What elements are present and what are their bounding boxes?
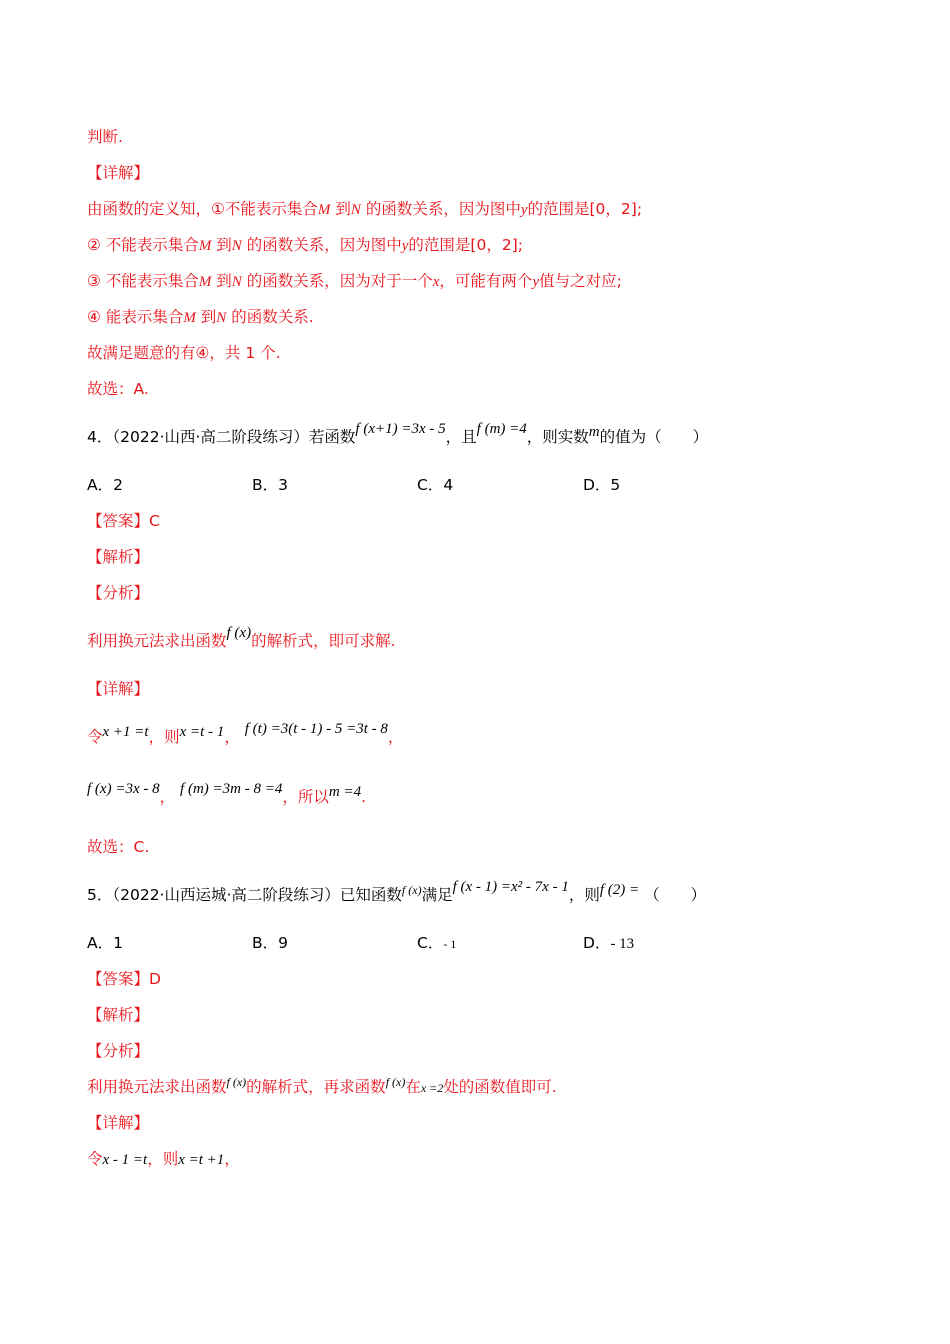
set-m: M bbox=[198, 238, 212, 254]
text: 由函数的定义知，①不能表示集合 bbox=[87, 200, 318, 218]
text: 到 bbox=[216, 236, 232, 254]
formula: f (m) =4 bbox=[476, 421, 527, 437]
text: 故满足题意的有④，共 1 个. bbox=[87, 344, 281, 362]
text: 的范围是[0，2]; bbox=[527, 200, 643, 218]
text: ， bbox=[224, 1150, 240, 1168]
option-a: A．2 bbox=[87, 476, 123, 494]
text: 【详解】 bbox=[87, 1114, 150, 1132]
detail-line-1 bbox=[87, 198, 642, 221]
text: 【答案】D bbox=[87, 970, 161, 988]
text: 故选：A. bbox=[87, 380, 149, 398]
text: 4．（2022·山西·高二阶段练习）若函数 bbox=[87, 428, 356, 446]
detail-line-2 bbox=[87, 234, 523, 257]
option-d: D．5 bbox=[583, 476, 621, 494]
set-n: N bbox=[231, 274, 242, 290]
text: 值与之对应; bbox=[539, 272, 622, 290]
text: 【详解】 bbox=[87, 680, 150, 698]
option-b: B．3 bbox=[252, 476, 288, 494]
detail-heading bbox=[87, 162, 149, 184]
q4-analysis bbox=[87, 625, 396, 653]
set-m: M bbox=[183, 310, 196, 326]
text: D． bbox=[583, 934, 611, 952]
text: 的值为（ ） bbox=[599, 428, 709, 446]
option-c: C．4 bbox=[417, 476, 454, 494]
text: 【解析】 bbox=[87, 1006, 150, 1024]
text: ③ 不能表示集合 bbox=[87, 272, 199, 290]
text: 令 bbox=[87, 728, 103, 746]
text: 判断. bbox=[87, 128, 123, 146]
var-y: y bbox=[401, 238, 409, 254]
q5-detail-heading bbox=[87, 1112, 149, 1134]
text: 故选：C. bbox=[87, 838, 150, 856]
text: 【详解】 bbox=[87, 164, 150, 182]
text: ，所以 bbox=[282, 788, 329, 806]
conclusion bbox=[87, 342, 281, 364]
text: 的解析式，再求函数 bbox=[246, 1078, 386, 1096]
text: ， bbox=[224, 728, 240, 746]
q4-stem bbox=[87, 421, 709, 449]
q4-fenxi bbox=[87, 582, 149, 604]
var-x: x bbox=[432, 274, 440, 290]
text: 【分析】 bbox=[87, 584, 150, 602]
option-d bbox=[583, 932, 634, 955]
formula: f (2) = bbox=[599, 882, 640, 898]
q4-options bbox=[0, 474, 950, 496]
set-m: M bbox=[198, 274, 212, 290]
set-m: M bbox=[317, 202, 331, 218]
formula: f (x) bbox=[226, 625, 252, 641]
text: 到 bbox=[216, 272, 232, 290]
text: 的函数关系，因为图中 bbox=[246, 236, 402, 254]
text: 令 bbox=[87, 1150, 103, 1168]
formula: x =t - 1 bbox=[179, 724, 225, 740]
text: 到 bbox=[335, 200, 351, 218]
set-n: N bbox=[216, 310, 227, 326]
value: - 13 bbox=[610, 936, 635, 952]
text: ，且 bbox=[445, 428, 477, 446]
text: 的解析式，即可求解. bbox=[251, 632, 396, 650]
text: 的函数关系. bbox=[231, 308, 314, 326]
q4-detail-line-1 bbox=[87, 721, 404, 749]
q5-answer bbox=[87, 968, 161, 990]
formula: f (t) =3(t - 1) - 5 =3t - 8 bbox=[244, 721, 388, 737]
text: ② 不能表示集合 bbox=[87, 236, 199, 254]
text: 处的函数值即可. bbox=[443, 1078, 557, 1096]
q4-choice bbox=[87, 836, 149, 858]
text: 利用换元法求出函数 bbox=[87, 1078, 227, 1096]
q5-stem bbox=[87, 879, 707, 907]
formula: f (x+1) =3x - 5 bbox=[355, 421, 446, 437]
q5-detail-line-1 bbox=[87, 1148, 240, 1171]
var-m: m bbox=[588, 424, 600, 440]
formula: x +1 =t bbox=[102, 724, 149, 740]
text: 在 bbox=[405, 1078, 421, 1096]
formula: f (x) bbox=[385, 1075, 406, 1089]
text: ，可能有两个 bbox=[439, 272, 533, 290]
text: 【解析】 bbox=[87, 548, 150, 566]
value: - 1 bbox=[443, 937, 457, 951]
text: . bbox=[361, 788, 367, 806]
text: ，则实数 bbox=[526, 428, 589, 446]
set-n: N bbox=[350, 202, 361, 218]
text: （ ） bbox=[644, 886, 707, 904]
option-c bbox=[417, 932, 456, 955]
var-y: y bbox=[532, 274, 540, 290]
formula: x - 1 =t bbox=[102, 1152, 148, 1168]
q4-answer bbox=[87, 510, 160, 532]
formula: f (x - 1) =x² - 7x - 1 bbox=[452, 879, 569, 895]
text: 到 bbox=[200, 308, 217, 326]
text: 【答案】C bbox=[87, 512, 160, 530]
q5-options bbox=[0, 932, 950, 954]
formula: f (m) =3m - 8 =4 bbox=[180, 781, 283, 797]
text: 5．（2022·山西运城·高二阶段练习）已知函数 bbox=[87, 886, 402, 904]
choice bbox=[87, 378, 149, 400]
text: 的函数关系，因为对于一个 bbox=[246, 272, 433, 290]
formula: f (x) bbox=[226, 1075, 247, 1089]
text: C． bbox=[417, 934, 444, 952]
text: 【分析】 bbox=[87, 1042, 150, 1060]
q5-fenxi bbox=[87, 1040, 149, 1062]
text: ，则 bbox=[568, 886, 600, 904]
option-a: A．1 bbox=[87, 934, 123, 952]
judge-text bbox=[87, 126, 123, 148]
var-y: y bbox=[520, 202, 528, 218]
text: 满足 bbox=[421, 886, 453, 904]
formula: x =t +1 bbox=[178, 1152, 225, 1168]
text: 的范围是[0，2]; bbox=[408, 236, 523, 254]
q4-detail-line-2 bbox=[87, 781, 367, 809]
text: ，则 bbox=[147, 1150, 179, 1168]
option-b: B．9 bbox=[252, 934, 288, 952]
q5-jiexi bbox=[87, 1004, 149, 1026]
detail-line-4 bbox=[87, 306, 314, 329]
formula: f (x) =3x - 8 bbox=[87, 781, 160, 797]
q4-detail-heading bbox=[87, 678, 149, 700]
text: ，则 bbox=[148, 728, 180, 746]
text: ， bbox=[387, 728, 404, 746]
q5-analysis bbox=[87, 1076, 557, 1099]
text: 的函数关系，因为图中 bbox=[365, 200, 521, 218]
text: ， bbox=[159, 788, 176, 806]
formula: m =4 bbox=[328, 784, 362, 800]
text: 利用换元法求出函数 bbox=[87, 632, 227, 650]
text: ④ 能表示集合 bbox=[87, 308, 184, 326]
formula: x =2 bbox=[420, 1081, 444, 1095]
q4-jiexi bbox=[87, 546, 149, 568]
set-n: N bbox=[231, 238, 242, 254]
formula: f (x) bbox=[401, 883, 422, 897]
detail-line-3 bbox=[87, 270, 622, 293]
